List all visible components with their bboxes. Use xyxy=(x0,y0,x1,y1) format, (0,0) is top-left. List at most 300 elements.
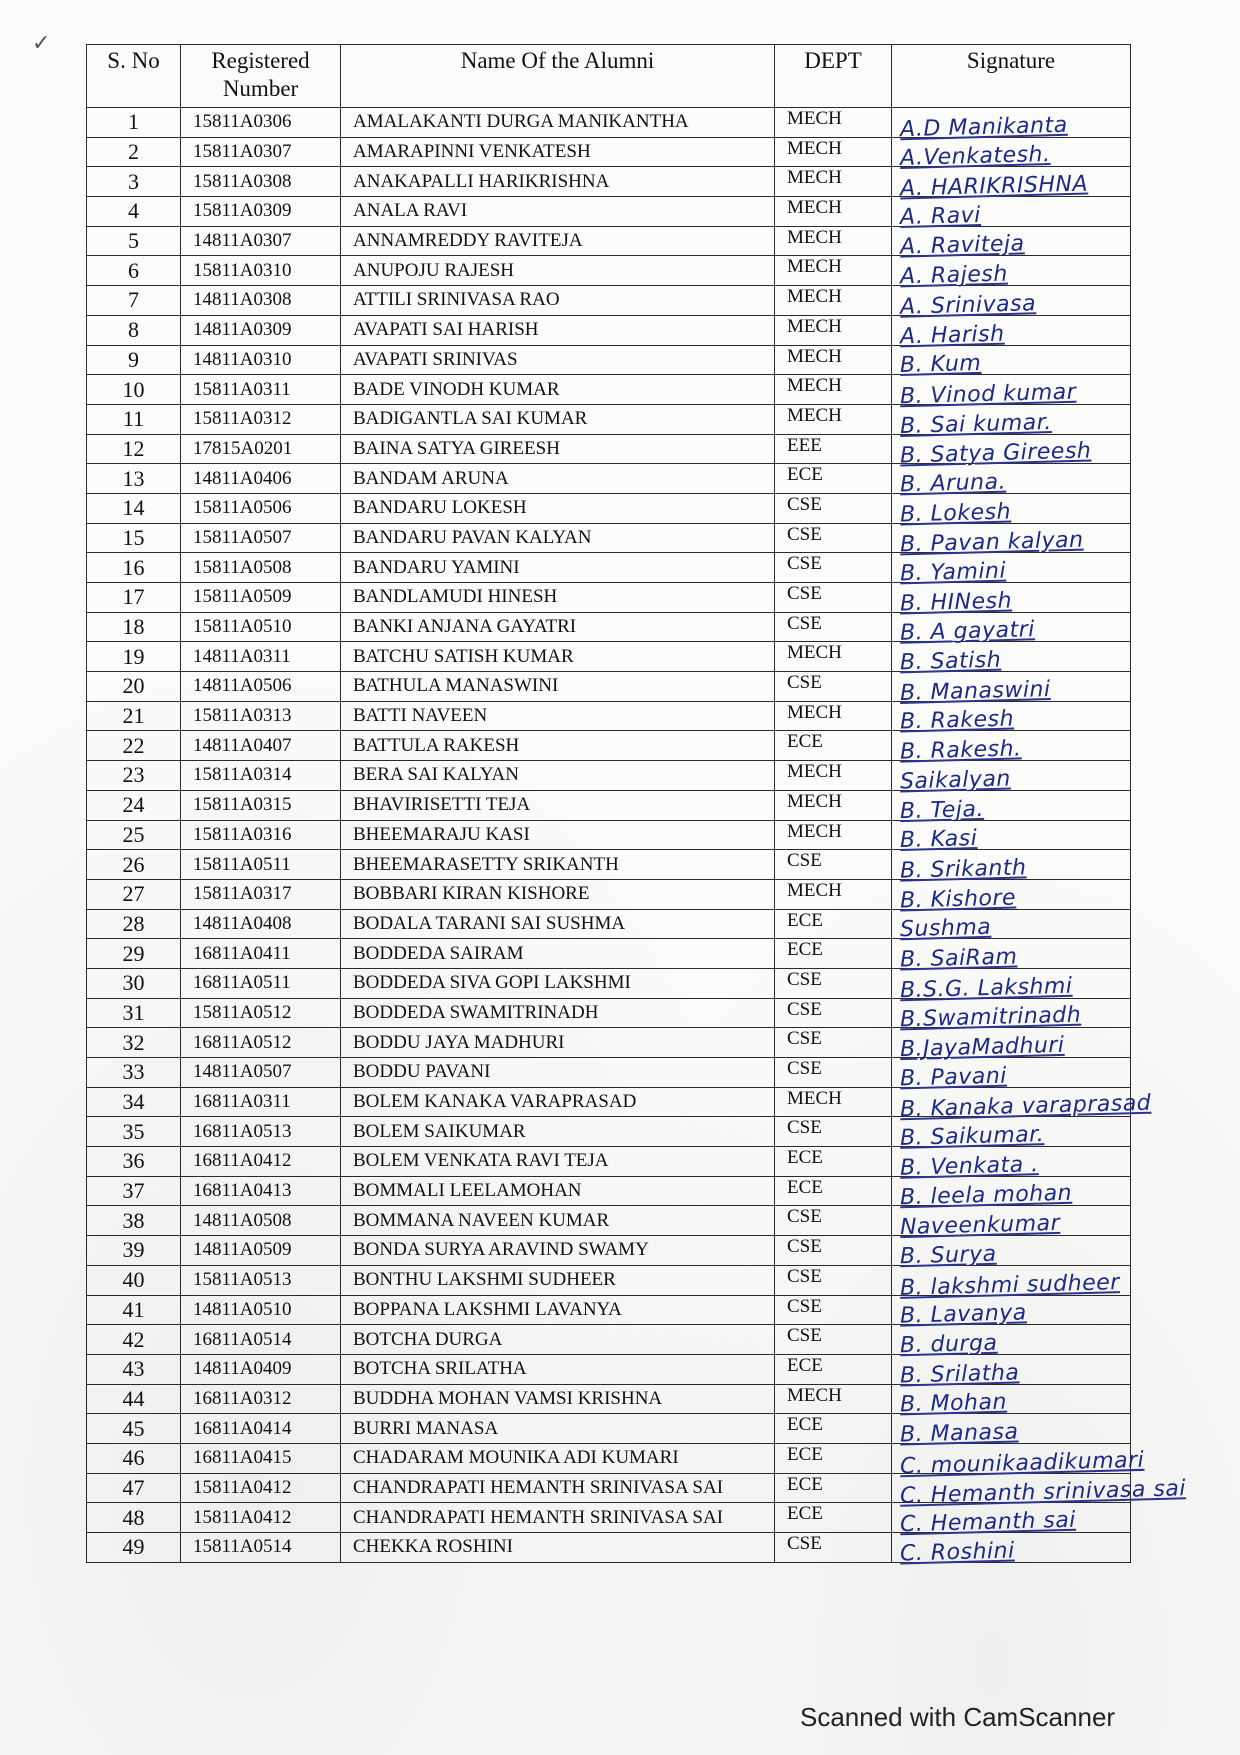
handwritten-signature: B. Satish xyxy=(899,647,1002,676)
cell-signature xyxy=(892,850,1131,884)
table-row xyxy=(87,701,1131,731)
cell-registered-number: 15811A0306 xyxy=(181,108,341,138)
handwritten-signature: B. Teja. xyxy=(899,796,985,824)
cell-alumni-name: BOBBARI KIRAN KISHORE xyxy=(341,879,775,909)
table-row xyxy=(87,998,1131,1028)
cell-signature xyxy=(892,1414,1131,1448)
cell-signature xyxy=(892,286,1131,320)
cell-alumni-name: BODDEDA SIVA GOPI LAKSHMI xyxy=(341,968,775,998)
cell-sno: 35 xyxy=(87,1117,181,1147)
cell-dept: ECE xyxy=(775,939,892,969)
table-row xyxy=(87,1058,1131,1088)
handwritten-signature: B. Manasa xyxy=(899,1419,1019,1448)
cell-signature xyxy=(892,493,1131,528)
cell-alumni-name: BOPPANA LAKSHMI LAVANYA xyxy=(341,1295,775,1325)
cell-dept: ECE xyxy=(775,464,892,494)
table-row xyxy=(87,1354,1131,1384)
cell-sno: 28 xyxy=(87,909,181,939)
cell-registered-number: 14811A0309 xyxy=(181,315,341,345)
table-row xyxy=(87,1265,1131,1295)
handwritten-signature: B. Rakesh. xyxy=(899,736,1022,765)
cell-signature xyxy=(892,256,1131,290)
handwritten-signature: A. Ravi xyxy=(899,202,982,230)
cell-sno: 16 xyxy=(87,553,181,583)
cell-registered-number: 16811A0414 xyxy=(181,1414,341,1444)
handwritten-signature: B.S.G. Lakshmi xyxy=(899,973,1073,1003)
cell-registered-number: 16811A0511 xyxy=(181,968,341,998)
cell-alumni-name: AVAPATI SRINIVAS xyxy=(341,345,775,375)
table-row xyxy=(87,375,1131,405)
cell-sno: 40 xyxy=(87,1265,181,1295)
header-alumni-name: Name Of the Alumni xyxy=(341,45,775,108)
cell-registered-number: 14811A0407 xyxy=(181,731,341,761)
table-row xyxy=(87,197,1131,227)
cell-dept: CSE xyxy=(775,1236,892,1266)
table-row xyxy=(87,167,1131,197)
cell-alumni-name: BATHULA MANASWINI xyxy=(341,672,775,702)
cell-alumni-name: BODALA TARANI SAI SUSHMA xyxy=(341,909,775,939)
cell-alumni-name: CHADARAM MOUNIKA ADI KUMARI xyxy=(341,1443,775,1473)
cell-dept: ECE xyxy=(775,1503,892,1533)
cell-sno: 24 xyxy=(87,790,181,820)
handwritten-signature: Sushma xyxy=(899,915,992,943)
cell-registered-number: 15811A0316 xyxy=(181,820,341,850)
handwritten-signature: C. mounikaadikumari xyxy=(899,1447,1145,1479)
cell-alumni-name: BONDA SURYA ARAVIND SWAMY xyxy=(341,1236,775,1266)
table-row xyxy=(87,108,1131,138)
cell-signature xyxy=(892,820,1131,854)
cell-alumni-name: BUDDHA MOHAN VAMSI KRISHNA xyxy=(341,1384,775,1414)
cell-registered-number: 15811A0308 xyxy=(181,167,341,197)
handwritten-signature: B. Kum xyxy=(899,351,982,379)
cell-registered-number: 15811A0509 xyxy=(181,583,341,613)
cell-alumni-name: BODDEDA SWAMITRINADH xyxy=(341,998,775,1028)
table-row xyxy=(87,1503,1131,1533)
cell-alumni-name: CHANDRAPATI HEMANTH SRINIVASA SAI xyxy=(341,1503,775,1533)
cell-dept: MECH xyxy=(775,879,892,909)
handwritten-signature: B. Kishore xyxy=(899,885,1017,914)
cell-signature xyxy=(892,1533,1131,1567)
cell-signature xyxy=(892,375,1131,410)
cell-dept: MECH xyxy=(775,197,892,227)
cell-registered-number: 15811A0510 xyxy=(181,612,341,642)
cell-registered-number: 16811A0312 xyxy=(181,1384,341,1414)
cell-sno: 49 xyxy=(87,1533,181,1563)
cell-alumni-name: ANALA RAVI xyxy=(341,197,775,227)
cell-registered-number: 15811A0314 xyxy=(181,761,341,791)
handwritten-signature: A.D Manikanta xyxy=(899,112,1068,142)
table-row xyxy=(87,553,1131,583)
cell-dept: MECH xyxy=(775,790,892,820)
cell-alumni-name: CHEKKA ROSHINI xyxy=(341,1533,775,1563)
table-row xyxy=(87,1087,1131,1117)
cell-sno: 22 xyxy=(87,731,181,761)
cell-registered-number: 16811A0311 xyxy=(181,1087,341,1117)
cell-dept: ECE xyxy=(775,731,892,761)
cell-signature xyxy=(892,1354,1131,1389)
handwritten-signature: Naveenkumar xyxy=(899,1211,1061,1241)
cell-sno: 7 xyxy=(87,286,181,316)
handwritten-signature: B.JayaMadhuri xyxy=(899,1032,1065,1063)
cell-sno: 11 xyxy=(87,404,181,434)
cell-registered-number: 15811A0307 xyxy=(181,137,341,167)
cell-sno: 2 xyxy=(87,137,181,167)
cell-alumni-name: BHEEMARAJU KASI xyxy=(341,820,775,850)
table-row xyxy=(87,1176,1131,1206)
cell-sno: 1 xyxy=(87,108,181,138)
cell-registered-number: 15811A0311 xyxy=(181,375,341,405)
cell-sno: 31 xyxy=(87,998,181,1028)
cell-alumni-name: BHEEMARASETTY SRIKANTH xyxy=(341,850,775,880)
handwritten-signature: B. Surya xyxy=(899,1241,997,1270)
cell-alumni-name: ANUPOJU RAJESH xyxy=(341,256,775,286)
handwritten-signature: A. Raviteja xyxy=(899,231,1025,261)
cell-signature xyxy=(892,998,1131,1033)
handwritten-signature: A.Venkatesh. xyxy=(899,142,1051,172)
cell-sno: 5 xyxy=(87,226,181,256)
cell-registered-number: 14811A0510 xyxy=(181,1295,341,1325)
handwritten-signature: B. leela mohan xyxy=(899,1181,1073,1211)
cell-signature xyxy=(892,1443,1145,1479)
cell-sno: 23 xyxy=(87,761,181,791)
cell-alumni-name: BODDEDA SAIRAM xyxy=(341,939,775,969)
cell-alumni-name: BADE VINODH KUMAR xyxy=(341,375,775,405)
cell-sno: 20 xyxy=(87,672,181,702)
cell-signature xyxy=(892,553,1131,587)
cell-signature xyxy=(892,464,1131,498)
cell-sno: 43 xyxy=(87,1354,181,1384)
table-row xyxy=(87,583,1131,613)
cell-dept: MECH xyxy=(775,315,892,345)
cell-dept: EEE xyxy=(775,434,892,464)
cell-dept: CSE xyxy=(775,612,892,642)
table-row xyxy=(87,464,1131,494)
handwritten-signature: A. Harish xyxy=(899,321,1005,349)
cell-sno: 15 xyxy=(87,523,181,553)
cell-sno: 10 xyxy=(87,375,181,405)
cell-dept: ECE xyxy=(775,1473,892,1503)
cell-registered-number: 16811A0512 xyxy=(181,1028,341,1058)
cell-registered-number: 15811A0313 xyxy=(181,701,341,731)
cell-dept: MECH xyxy=(775,167,892,197)
handwritten-signature: B. Satya Gireesh xyxy=(899,438,1092,469)
cell-dept: MECH xyxy=(775,137,892,167)
handwritten-signature: B. lakshmi sudheer xyxy=(899,1269,1121,1301)
cell-alumni-name: BANKI ANJANA GAYATRI xyxy=(341,612,775,642)
table-row xyxy=(87,434,1131,464)
cell-sno: 39 xyxy=(87,1236,181,1266)
handwritten-signature: B.Swamitrinadh xyxy=(899,1002,1082,1033)
cell-registered-number: 17815A0201 xyxy=(181,434,341,464)
cell-dept: ECE xyxy=(775,1147,892,1177)
table-row xyxy=(87,939,1131,969)
cell-dept: CSE xyxy=(775,1206,892,1236)
table-row xyxy=(87,1295,1131,1325)
cell-sno: 32 xyxy=(87,1028,181,1058)
cell-alumni-name: BANDARU PAVAN KALYAN xyxy=(341,523,775,553)
handwritten-signature: B. Saikumar. xyxy=(899,1122,1045,1151)
table-row xyxy=(87,256,1131,286)
cell-dept: ECE xyxy=(775,1176,892,1206)
cell-alumni-name: BURRI MANASA xyxy=(341,1414,775,1444)
cell-dept: CSE xyxy=(775,968,892,998)
table-header-row xyxy=(87,45,1131,108)
camscanner-watermark: Scanned with CamScanner xyxy=(800,1702,1116,1732)
table-row xyxy=(87,731,1131,761)
handwritten-signature: A. HARIKRISHNA xyxy=(899,171,1089,202)
handwritten-signature: A. Srinivasa xyxy=(899,291,1037,320)
cell-registered-number: 16811A0412 xyxy=(181,1147,341,1177)
cell-sno: 12 xyxy=(87,434,181,464)
handwritten-signature: B. Pavan kalyan xyxy=(899,527,1084,558)
cell-registered-number: 15811A0317 xyxy=(181,879,341,909)
cell-signature xyxy=(892,523,1131,558)
cell-dept: CSE xyxy=(775,553,892,583)
cell-registered-number: 15811A0511 xyxy=(181,850,341,880)
cell-signature xyxy=(892,404,1131,439)
table-row xyxy=(87,968,1131,998)
cell-dept: CSE xyxy=(775,672,892,702)
cell-registered-number: 15811A0312 xyxy=(181,404,341,434)
table-row xyxy=(87,137,1131,167)
corner-mark: ✓ xyxy=(32,30,51,55)
header-dept: DEPT xyxy=(775,45,892,108)
table-row xyxy=(87,879,1131,909)
table-row xyxy=(87,909,1131,939)
header-signature: Signature xyxy=(892,45,1131,108)
cell-sno: 3 xyxy=(87,167,181,197)
cell-dept: MECH xyxy=(775,1384,892,1414)
cell-registered-number: 15811A0514 xyxy=(181,1533,341,1563)
cell-dept: CSE xyxy=(775,998,892,1028)
cell-sno: 17 xyxy=(87,583,181,613)
cell-signature xyxy=(892,108,1131,142)
cell-signature xyxy=(892,1058,1131,1092)
cell-alumni-name: BOLEM VENKATA RAVI TEJA xyxy=(341,1147,775,1177)
handwritten-signature: B. SaiRam xyxy=(899,944,1018,973)
cell-dept: MECH xyxy=(775,1087,892,1117)
cell-registered-number: 15811A0412 xyxy=(181,1503,341,1533)
cell-dept: ECE xyxy=(775,1443,892,1473)
cell-sno: 8 xyxy=(87,315,181,345)
handwritten-signature: B. Yamini xyxy=(899,558,1007,587)
cell-dept: CSE xyxy=(775,1533,892,1563)
cell-alumni-name: BATTULA RAKESH xyxy=(341,731,775,761)
cell-dept: MECH xyxy=(775,761,892,791)
cell-sno: 45 xyxy=(87,1414,181,1444)
handwritten-signature: B. Kasi xyxy=(899,826,978,854)
cell-alumni-name: BADIGANTLA SAI KUMAR xyxy=(341,404,775,434)
cell-signature xyxy=(892,226,1131,261)
cell-registered-number: 14811A0508 xyxy=(181,1206,341,1236)
handwritten-signature: B. Aruna. xyxy=(899,469,1007,498)
cell-signature xyxy=(892,1503,1131,1538)
cell-alumni-name: BERA SAI KALYAN xyxy=(341,761,775,791)
handwritten-signature: C. Roshini xyxy=(899,1538,1015,1567)
cell-signature xyxy=(892,1384,1131,1418)
cell-registered-number: 16811A0513 xyxy=(181,1117,341,1147)
table-row xyxy=(87,345,1131,375)
cell-registered-number: 14811A0409 xyxy=(181,1354,341,1384)
cell-dept: CSE xyxy=(775,850,892,880)
cell-dept: CSE xyxy=(775,1058,892,1088)
handwritten-signature: B. Mohan xyxy=(899,1389,1008,1418)
cell-signature xyxy=(892,1117,1131,1151)
cell-signature xyxy=(892,968,1131,1003)
cell-registered-number: 15811A0506 xyxy=(181,493,341,523)
cell-sno: 4 xyxy=(87,197,181,227)
table-row xyxy=(87,286,1131,316)
cell-sno: 29 xyxy=(87,939,181,969)
cell-registered-number: 16811A0411 xyxy=(181,939,341,969)
cell-dept: MECH xyxy=(775,642,892,672)
cell-signature xyxy=(892,1087,1152,1123)
cell-signature xyxy=(892,939,1131,973)
cell-dept: ECE xyxy=(775,1354,892,1384)
cell-registered-number: 14811A0311 xyxy=(181,642,341,672)
table-row xyxy=(87,315,1131,345)
cell-registered-number: 16811A0415 xyxy=(181,1443,341,1473)
cell-signature xyxy=(892,1295,1131,1329)
cell-signature xyxy=(892,137,1131,172)
table-row xyxy=(87,761,1131,791)
cell-alumni-name: BOMMANA NAVEEN KUMAR xyxy=(341,1206,775,1236)
table-row xyxy=(87,1028,1131,1058)
cell-dept: CSE xyxy=(775,523,892,553)
cell-signature xyxy=(892,315,1131,349)
cell-alumni-name: BONTHU LAKSHMI SUDHEER xyxy=(341,1265,775,1295)
cell-signature xyxy=(892,1325,1131,1359)
table-row xyxy=(87,404,1131,434)
cell-registered-number: 14811A0509 xyxy=(181,1236,341,1266)
table-row xyxy=(87,672,1131,702)
handwritten-signature: B. A gayatri xyxy=(899,617,1036,647)
cell-sno: 48 xyxy=(87,1503,181,1533)
cell-sno: 46 xyxy=(87,1443,181,1473)
cell-registered-number: 14811A0507 xyxy=(181,1058,341,1088)
handwritten-signature: B. Vinod kumar xyxy=(899,379,1077,410)
cell-sno: 27 xyxy=(87,879,181,909)
cell-alumni-name: BOLEM SAIKUMAR xyxy=(341,1117,775,1147)
cell-signature xyxy=(892,1473,1187,1510)
cell-signature xyxy=(892,1147,1131,1181)
cell-signature xyxy=(892,731,1131,765)
table-row xyxy=(87,850,1131,880)
handwritten-signature: B. Rakesh xyxy=(899,706,1015,735)
cell-alumni-name: BOTCHA DURGA xyxy=(341,1325,775,1355)
handwritten-signature: B. Pavani xyxy=(899,1063,1008,1092)
header-registered-number: Registered Number xyxy=(181,45,341,108)
cell-signature xyxy=(892,879,1131,914)
handwritten-signature: B. Kanaka varaprasad xyxy=(899,1091,1152,1123)
cell-alumni-name: ATTILI SRINIVASA RAO xyxy=(341,286,775,316)
cell-alumni-name: BOTCHA SRILATHA xyxy=(341,1354,775,1384)
cell-sno: 33 xyxy=(87,1058,181,1088)
cell-dept: ECE xyxy=(775,1414,892,1444)
table-row xyxy=(87,1117,1131,1147)
cell-dept: MECH xyxy=(775,701,892,731)
header-sno: S. No xyxy=(87,45,181,108)
cell-sno: 30 xyxy=(87,968,181,998)
cell-sno: 44 xyxy=(87,1384,181,1414)
cell-alumni-name: BAINA SATYA GIREESH xyxy=(341,434,775,464)
table-row xyxy=(87,226,1131,256)
cell-alumni-name: BOLEM KANAKA VARAPRASAD xyxy=(341,1087,775,1117)
cell-dept: CSE xyxy=(775,1265,892,1295)
handwritten-signature: C. Hemanth srinivasa sai xyxy=(899,1476,1187,1510)
cell-sno: 18 xyxy=(87,612,181,642)
table-row xyxy=(87,790,1131,820)
cell-alumni-name: BANDARU LOKESH xyxy=(341,493,775,523)
cell-signature xyxy=(892,583,1131,617)
table-row xyxy=(87,1147,1131,1177)
cell-dept: MECH xyxy=(775,286,892,316)
table-row xyxy=(87,642,1131,672)
cell-sno: 42 xyxy=(87,1325,181,1355)
cell-dept: ECE xyxy=(775,909,892,939)
cell-signature xyxy=(892,612,1131,647)
cell-registered-number: 15811A0508 xyxy=(181,553,341,583)
cell-signature xyxy=(892,909,1131,943)
cell-sno: 13 xyxy=(87,464,181,494)
cell-sno: 36 xyxy=(87,1147,181,1177)
cell-alumni-name: BOMMALI LEELAMOHAN xyxy=(341,1176,775,1206)
cell-signature xyxy=(892,790,1131,824)
cell-registered-number: 15811A0310 xyxy=(181,256,341,286)
handwritten-signature: B. Lokesh xyxy=(899,499,1012,528)
cell-alumni-name: BANDAM ARUNA xyxy=(341,464,775,494)
cell-signature xyxy=(892,1236,1131,1270)
cell-registered-number: 15811A0315 xyxy=(181,790,341,820)
cell-alumni-name: ANNAMREDDY RAVITEJA xyxy=(341,226,775,256)
cell-dept: MECH xyxy=(775,345,892,375)
handwritten-signature: B. Srikanth xyxy=(899,855,1027,884)
cell-registered-number: 14811A0408 xyxy=(181,909,341,939)
cell-registered-number: 15811A0507 xyxy=(181,523,341,553)
cell-sno: 38 xyxy=(87,1206,181,1236)
cell-sno: 14 xyxy=(87,493,181,523)
table-row xyxy=(87,1236,1131,1266)
table-body xyxy=(87,108,1187,1567)
cell-dept: CSE xyxy=(775,1117,892,1147)
cell-registered-number: 15811A0513 xyxy=(181,1265,341,1295)
cell-dept: MECH xyxy=(775,820,892,850)
table-row xyxy=(87,612,1131,642)
cell-dept: CSE xyxy=(775,1325,892,1355)
cell-alumni-name: ANAKAPALLI HARIKRISHNA xyxy=(341,167,775,197)
handwritten-signature: B. Sai kumar. xyxy=(899,409,1053,439)
cell-sno: 41 xyxy=(87,1295,181,1325)
cell-dept: MECH xyxy=(775,375,892,405)
cell-signature xyxy=(892,761,1131,795)
table-row xyxy=(87,820,1131,850)
cell-alumni-name: CHANDRAPATI HEMANTH SRINIVASA SAI xyxy=(341,1473,775,1503)
table-row xyxy=(87,1443,1131,1473)
cell-dept: MECH xyxy=(775,256,892,286)
cell-alumni-name: BODDU JAYA MADHURI xyxy=(341,1028,775,1058)
cell-sno: 19 xyxy=(87,642,181,672)
cell-alumni-name: BATTI NAVEEN xyxy=(341,701,775,731)
cell-signature xyxy=(892,642,1131,676)
cell-sno: 37 xyxy=(87,1176,181,1206)
cell-dept: MECH xyxy=(775,108,892,138)
cell-alumni-name: BANDLAMUDI HINESH xyxy=(341,583,775,613)
cell-alumni-name: BHAVIRISETTI TEJA xyxy=(341,790,775,820)
cell-registered-number: 16811A0514 xyxy=(181,1325,341,1355)
cell-signature xyxy=(892,1206,1131,1241)
table-row xyxy=(87,493,1131,523)
handwritten-signature: B. Manaswini xyxy=(899,676,1051,706)
